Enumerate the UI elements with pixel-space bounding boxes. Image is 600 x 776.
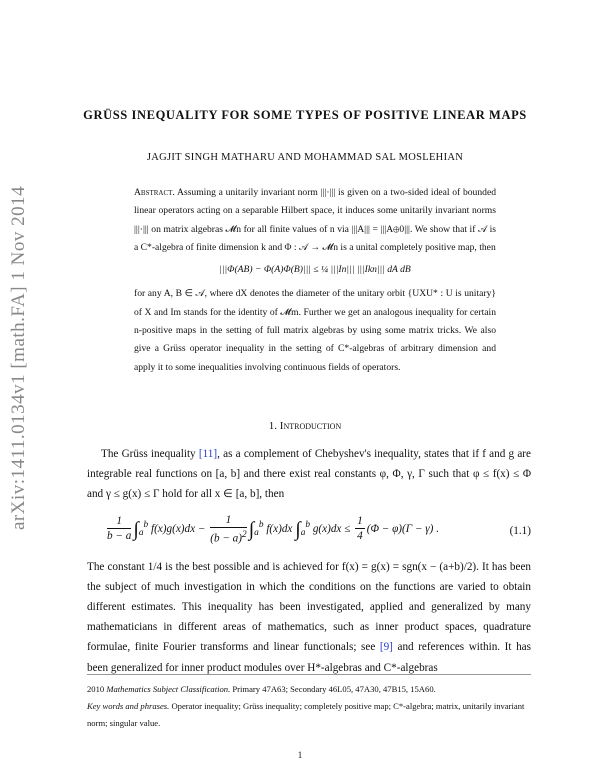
- page-number: 1: [297, 750, 303, 760]
- paper-title: GRÜSS INEQUALITY FOR SOME TYPES OF POSITIVE LINEAR MAPS: [83, 108, 527, 122]
- body-text-segment: The Grüss inequality: [101, 448, 199, 460]
- paper-authors: JAGJIT SINGH MATHARU AND MOHAMMAD SAL MOSLEHIAN: [146, 152, 464, 163]
- body-text-segment: The constant 1/4 is the best possible and is achieved for f(x) = g(x) = sgn(x − (a+b)/2). It has been the subject of much investigation in which the conditions on the functions are varied to obtain different estimates. This inequality has been investigated, applied and generalized by many mathematicians in different areas of mathematics, such as inner product spaces, quadrature formulae, finite Fourier transforms and linear functionals; see: [87, 560, 531, 654]
- body-text-segment: , as a complement of Chebyshev's inequality, states that if f and g are integrable real functions on [a, b] and there exist real constants φ, Φ, γ, Γ such that φ ≤ f(x) ≤ Φ and γ ≤ g(x) ≤ Γ hold for all x ∈ [a, b], then: [87, 448, 531, 501]
- section-number: 1.: [268, 420, 278, 432]
- citation-link[interactable]: [11]: [198, 448, 218, 460]
- abstract-paragraph-2: for any A, B ∈ 𝒜, where dX denotes the diameter of the unitary orbit {UXU* : U is unitary} of X and Im stands for the identity of 𝓜m. Further we get an analogous inequality for certain n-positive maps in the setting of full matrix algebras by using some matrix tricks. We also give a Grüss operator inequality in the setting of C*-algebras of arbitrary dimension and apply it to some inequalities involving continuous fields of operators.: [134, 288, 496, 373]
- keywords-footnote: [87, 698, 531, 732]
- gruss-equation: [87, 507, 531, 555]
- arxiv-identifier: arXiv:1411.0134v1 [math.FA] 1 Nov 2014: [8, 185, 29, 530]
- section-heading: [80, 420, 530, 432]
- footnote: [87, 674, 531, 732]
- msc-year: 2010: [87, 684, 105, 694]
- msc-footnote: [87, 681, 531, 698]
- abstract-paragraph-1: Assuming a unitarily invariant norm |||·||| is given on a two-sided ideal of bounded linear operators acting on a separable Hilbert space, it induces some unitarily invariant norms |||·||| on matrix algebras 𝓜n for all finite values of n via |||A||| = |||A⊕0|||. We show that if 𝒜 is a C*-algebra of finite dimension k and Φ : 𝒜 → 𝓜n is a unital completely positive map, then: [134, 187, 496, 253]
- body-paragraph-1: [87, 444, 531, 505]
- equation-number: (1.1): [509, 524, 531, 537]
- abstract-equation: |||Φ(AB) − Φ(A)Φ(B)||| ≤ ¼ |||In||| |||Ikn||| dA dB: [219, 264, 411, 276]
- body-text-segment: and references within. It has been generalized for inner product modules over H*-algebras and C*-algebras: [87, 641, 531, 674]
- abstract-label: Abstract.: [134, 187, 175, 198]
- abstract: [134, 184, 496, 377]
- keywords-label: Key words and phrases.: [87, 701, 170, 711]
- body-paragraph-2: [87, 557, 531, 678]
- msc-label: Mathematics Subject Classification.: [106, 684, 231, 694]
- citation-link[interactable]: [9]: [379, 641, 393, 654]
- body-text: [87, 444, 531, 678]
- section-title: Introduction: [279, 420, 342, 432]
- msc-text: Primary 47A63; Secondary 46L05, 47A30, 47B15, 15A60.: [232, 684, 436, 694]
- equation-body: $\frac{1}{b - a}$ $\int_a^b$ f(x)g(x)dx − $\frac{1}{(b - a)^2}$ $\int_a^b$ f(x)dx $\int_a^b$ g(x)dx ≤ $\frac{1}{4}$ (Φ − φ)(Γ − γ) .: [107, 513, 439, 545]
- keywords-text: Operator inequality; Grüss inequality; completely positive map; C*-algebra; matrix, unitarily invariant norm; singular value.: [87, 701, 525, 728]
